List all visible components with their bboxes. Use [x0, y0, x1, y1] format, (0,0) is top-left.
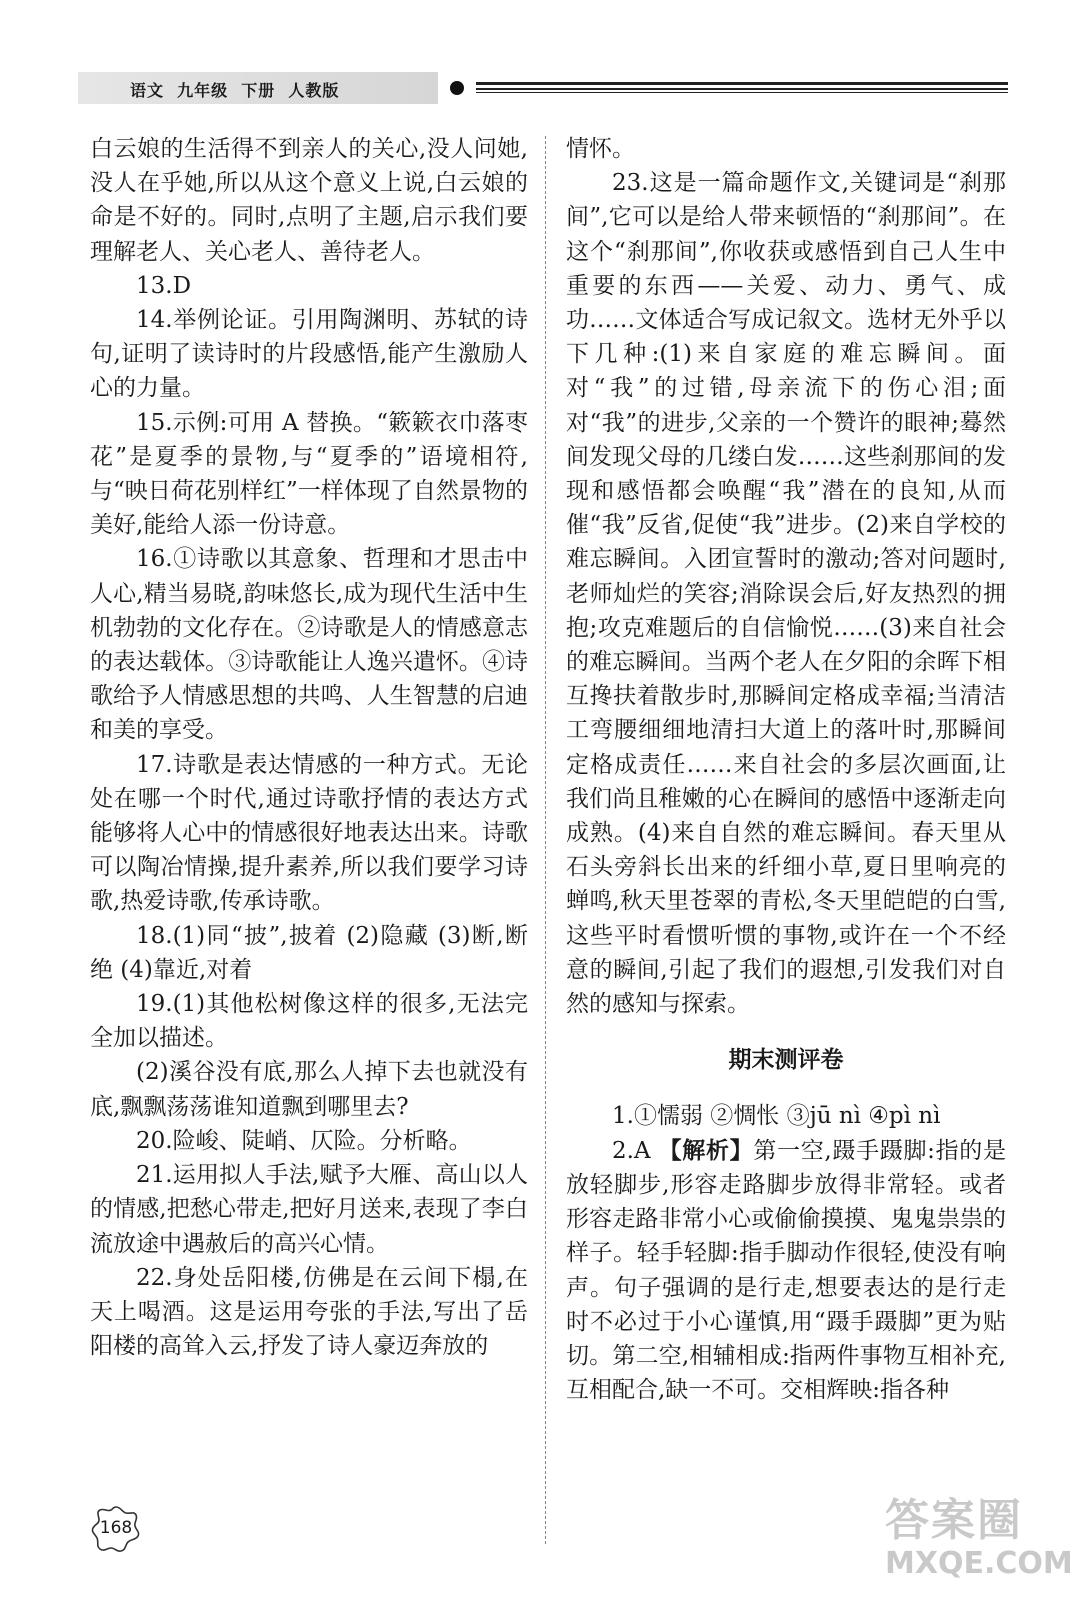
page-number-badge — [91, 1504, 141, 1554]
analysis-label: 【解析】 — [658, 1136, 754, 1164]
right-column — [566, 132, 1006, 1407]
left-column — [90, 132, 528, 1363]
right-paragraph: 情怀。 — [566, 136, 635, 162]
left-paragraph: 15.示例:可用 A 替换。“簌簌衣巾落枣花”是夏季的景物,与“夏季的”语境相符,与“映日荷花别样红”一样体现了自然景物的美好,能给人添一份诗意。 — [90, 409, 528, 539]
watermark-cn: 答案圈 — [885, 1495, 1023, 1546]
header-dot-icon — [450, 81, 464, 95]
header-title-box — [78, 72, 438, 104]
left-paragraph: 17.诗歌是表达情感的一种方式。无论处在哪一个时代,通过诗歌抒情的表达方式能够将人心中的情感很好地表达出来。诗歌可以陶冶情操,提升素养,所以我们要学习诗歌,热爱诗歌,传承诗歌。 — [90, 751, 528, 915]
exam-item-1: 1.①懦弱 ②惆怅 ③jū nì ④pì nì — [612, 1103, 941, 1130]
left-paragraph: 16.①诗歌以其意象、哲理和才思击中人心,精当易晓,韵味悠长,成为现代生活中生机勃勃的文化存在。②诗歌是人的情感意志的表达载体。③诗歌能让人逸兴遣怀。④诗歌给予人情感思想的共鸣、人生智慧的启迪和美的享受。 — [90, 546, 528, 744]
exam-item-2-prefix: 2.A — [612, 1137, 659, 1164]
header-rule-lines — [476, 82, 1008, 96]
watermark-url: MXQE.COM — [885, 1546, 1073, 1581]
left-paragraph: 18.(1)同“披”,披着 (2)隐藏 (3)断,断绝 (4)靠近,对着 — [90, 922, 528, 983]
exam-item-2 — [566, 1134, 1006, 1408]
left-paragraph: 白云娘的生活得不到亲人的关心,没人问她,没人在乎她,所以从这个意义上说,白云娘的命是不好的。同时,点明了主题,启示我们要理解老人、关心老人、善待老人。 — [90, 136, 528, 265]
left-paragraph: 21.运用拟人手法,赋予大雁、高山以人的情感,把愁心带走,把好月送来,表现了李白流放途中遇赦后的高兴心情。 — [90, 1162, 528, 1257]
left-paragraph: 20.险峻、陡峭、仄险。分析略。 — [136, 1127, 472, 1154]
watermark-logo — [885, 1496, 1080, 1596]
right-paragraph: 23.这是一篇命题作文,关键词是“刹那间”,它可以是给人带来顿悟的“刹那间”。在这个“刹那间”,你收获或感悟到自己人生中重要的东西——关爱、动力、勇气、成功……文体适合写成记叙文。选材无外乎以下几种:(1)来自家庭的难忘瞬间。面对“我”的过错,母亲流下的伤心泪;面对“我”的进步,父亲的一个赞许的眼神;蓦然间发现父母的几缕白发……这些刹那间的发现和感悟都会唤醒“我”潜在的良知,从而催“我”反省,促使“我”进步。(2)来自学校的难忘瞬间。入团宣誓时的激动;答对问题时,老师灿烂的笑容;消除误会后,好友热烈的拥抱;攻克难题后的自信愉悦……(3)来自社会的难忘瞬间。当两个老人在夕阳的余晖下相互搀扶着散步时,那瞬间定格成幸福;当清洁工弯腰细细地清扫大道上的落叶时,那瞬间定格成责任……来自社会的多层次画面,让我们尚且稚嫩的心在瞬间的感悟中逐渐走向成熟。(4)来自自然的难忘瞬间。春天里从石头旁斜长出来的纤细小草,夏日里响亮的蝉鸣,秋天里苍翠的青松,冬天里皑皑的白雪,这些平时看惯听惯的事物,或许在一个不经意的瞬间,引起了我们的遐想,引发我们对自然的感知与探索。 — [566, 170, 1006, 1018]
section-title: 期末测评卷 — [728, 1047, 844, 1074]
left-paragraph: 13.D — [136, 272, 192, 299]
header-title: 语文 九年级 下册 人教版 — [130, 81, 340, 100]
exam-item-2-body: 第一空,蹑手蹑脚:指的是放轻脚步,形容走路脚步放得非常轻。或者形容走路非常小心或偷偷摸摸、鬼鬼祟祟的样子。轻手轻脚:指手脚动作很轻,使没有响声。句子强调的是行走,想要表达的是行走时不必过于小心谨慎,用“蹑手蹑脚”更为贴切。第二空,相辅相成:指两件事物互相补充,互相配合,缺一不可。交相辉映:指各种 — [566, 1137, 1006, 1404]
left-paragraph: 22.身处岳阳楼,仿佛是在云间下榻,在天上喝酒。这是运用夸张的手法,写出了岳阳楼的高耸入云,抒发了诗人豪迈奔放的 — [90, 1264, 528, 1360]
column-divider — [545, 136, 546, 1544]
page-number: 168 — [99, 1518, 133, 1538]
left-paragraph: 14.举例论证。引用陶渊明、苏轼的诗句,证明了读诗时的片段感悟,能产生激励人心的力量。 — [90, 307, 528, 402]
page-header — [78, 72, 1008, 106]
left-paragraph: (2)溪谷没有底,那么人掉下去也就没有底,飘飘荡荡谁知道飘到哪里去? — [90, 1059, 528, 1120]
left-paragraph: 19.(1)其他松树像这样的很多,无法完全加以描述。 — [90, 991, 528, 1052]
